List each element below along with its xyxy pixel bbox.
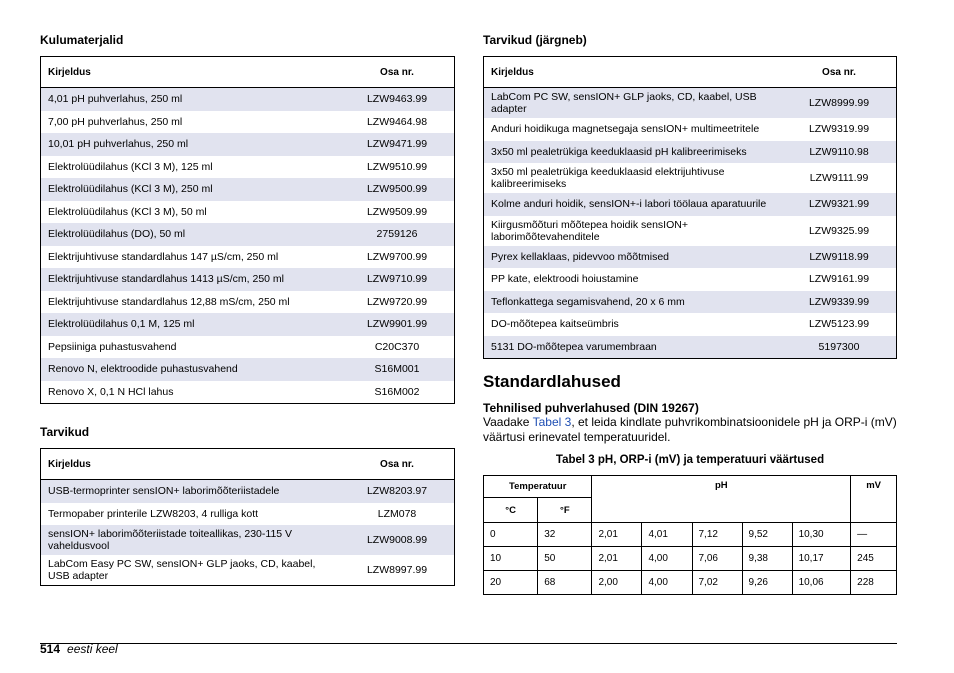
ph-cell: 2,01 bbox=[592, 547, 642, 571]
temp-c-cell: 0 bbox=[484, 523, 538, 547]
description-cell: Renovo N, elektroodide puhastusvahend bbox=[41, 358, 341, 381]
part-number-cell: LZW9510.99 bbox=[366, 160, 428, 173]
table-row bbox=[41, 480, 455, 503]
part-number-cell: LZW9110.98 bbox=[782, 141, 897, 164]
col-header-description: Kirjeldus bbox=[484, 57, 783, 88]
description-cell: 7,00 pH puhverlahus, 250 ml bbox=[48, 115, 183, 128]
table-row bbox=[41, 555, 455, 586]
ph-cell: 10,30 bbox=[792, 523, 851, 547]
table-row bbox=[484, 547, 897, 571]
description-cell: Elektrijuhtivuse standardlahus 147 µS/cm, 250 ml bbox=[48, 250, 279, 263]
table-row bbox=[484, 246, 897, 269]
part-number-cell: LZW9325.99 bbox=[808, 224, 870, 237]
mv-cell: — bbox=[851, 523, 897, 547]
paragraph-text-before: Vaadake bbox=[483, 415, 533, 429]
ph-cell: 4,01 bbox=[642, 523, 692, 547]
part-number-cell: LZW9500.99 bbox=[340, 178, 455, 201]
description-cell: Elektrolüüdilahus (KCl 3 M), 125 ml bbox=[48, 160, 213, 173]
description-cell: Elektrijuhtivuse standardlahus 1413 µS/cm, 250 ml bbox=[41, 268, 341, 291]
ph-cell: 2,01 bbox=[592, 523, 642, 547]
col-header-description: Kirjeldus bbox=[41, 57, 341, 88]
description-cell: sensION+ laborimõõteriistade toiteallikas, 230-115 V vaheldusvool bbox=[41, 525, 341, 555]
temp-f-cell: 50 bbox=[538, 547, 592, 571]
ph-cell: 9,26 bbox=[742, 571, 792, 595]
description-cell: 5131 DO-mõõtepea varumembraan bbox=[484, 336, 783, 359]
header-celsius: °C bbox=[484, 498, 538, 523]
description-cell: LabCom Easy PC SW, sensION+ GLP jaoks, CD, kaabel, USB adapter bbox=[48, 558, 316, 582]
part-number-cell: LZW5123.99 bbox=[808, 318, 870, 331]
description-cell: DO-mõõtepea kaitseümbris bbox=[491, 318, 619, 331]
accessories-cont-table bbox=[483, 56, 897, 359]
table-row bbox=[41, 503, 455, 526]
table-row bbox=[484, 141, 897, 164]
table-row bbox=[484, 216, 897, 246]
description-cell: Kolme anduri hoidik, sensION+-i labori töölaua aparatuurile bbox=[484, 193, 783, 216]
table-row bbox=[41, 133, 455, 156]
part-number-cell: C20C370 bbox=[374, 340, 420, 353]
table-row bbox=[484, 336, 897, 359]
paragraph-text-after: , et leida kindlate puhvrikombinatsioonidele pH ja ORP-i (mV) väärtusi erinevatel temperatuuridel. bbox=[483, 415, 897, 444]
footer bbox=[40, 642, 118, 656]
table-3-caption: Tabel 3 pH, ORP-i (mV) ja temperatuuri väärtused bbox=[555, 454, 825, 466]
description-cell: Renovo X, 0,1 N HCl lahus bbox=[48, 385, 174, 398]
header-temperature: Temperatuur bbox=[484, 476, 592, 498]
table-row bbox=[484, 313, 897, 336]
temp-f-cell: 32 bbox=[538, 523, 592, 547]
standards-heading: Standardlahused bbox=[483, 372, 621, 391]
ph-cell: 9,52 bbox=[742, 523, 792, 547]
table-row bbox=[41, 268, 455, 291]
part-number-cell: LZW9464.98 bbox=[366, 115, 428, 128]
left-column bbox=[40, 33, 455, 586]
table-row bbox=[484, 268, 897, 291]
description-cell: Kiirgusmõõturi mõõtepea hoidik sensION+ laborimõõtevahenditele bbox=[491, 218, 688, 243]
part-number-cell: LZW9161.99 bbox=[808, 273, 870, 286]
description-cell: Pepsiiniga puhastusvahend bbox=[48, 340, 177, 353]
part-number-cell: LZW9118.99 bbox=[782, 246, 897, 269]
consumables-title: Kulumaterjalid bbox=[40, 33, 124, 47]
ph-cell: 10,06 bbox=[792, 571, 851, 595]
table-row bbox=[41, 178, 455, 201]
footer-language: eesti keel bbox=[67, 642, 118, 656]
ph-cell: 10,17 bbox=[792, 547, 851, 571]
description-cell: Elektrolüüdilahus (KCl 3 M), 50 ml bbox=[48, 205, 207, 218]
table-row bbox=[41, 381, 455, 404]
header-fahrenheit: °F bbox=[538, 498, 592, 523]
table-row bbox=[41, 246, 455, 269]
accessories-body bbox=[41, 480, 455, 586]
part-number-cell: LZW9339.99 bbox=[782, 291, 897, 314]
part-number-cell: LZW9720.99 bbox=[366, 295, 428, 308]
table-row bbox=[41, 88, 455, 111]
description-cell: 10,01 pH puhverlahus, 250 ml bbox=[41, 133, 341, 156]
consumables-body bbox=[41, 88, 455, 404]
header-ph: pH bbox=[592, 476, 851, 523]
accessories-table bbox=[40, 448, 455, 586]
part-number-cell: LZW9463.99 bbox=[340, 88, 455, 111]
temp-f-cell: 68 bbox=[538, 571, 592, 595]
consumables-table bbox=[40, 56, 455, 404]
ph-cell: 9,38 bbox=[742, 547, 792, 571]
table-3-body bbox=[484, 523, 897, 595]
part-number-cell: LZW9111.99 bbox=[809, 172, 869, 184]
description-cell: Pyrex kellaklaas, pidevvoo mõõtmised bbox=[484, 246, 783, 269]
description-cell: Elektrolüüdilahus (KCl 3 M), 250 ml bbox=[41, 178, 341, 201]
part-number-cell: LZM078 bbox=[377, 507, 417, 520]
standards-subheading: Tehnilised puhverlahused (DIN 19267) bbox=[483, 401, 699, 415]
part-number-cell: LZW9509.99 bbox=[366, 205, 428, 218]
table-row bbox=[41, 201, 455, 224]
part-number-cell: LZW8203.97 bbox=[340, 480, 455, 503]
header-mv: mV bbox=[851, 476, 897, 523]
part-number-cell: 2759126 bbox=[340, 223, 455, 246]
part-number-cell: 5197300 bbox=[782, 336, 897, 359]
description-cell: Elektrijuhtivuse standardlahus 12,88 mS/cm, 250 ml bbox=[48, 295, 290, 308]
page-number: 514 bbox=[40, 642, 61, 656]
table-row bbox=[41, 525, 455, 555]
description-cell: Elektrolüüdilahus (DO), 50 ml bbox=[41, 223, 341, 246]
description-cell: PP kate, elektroodi hoiustamine bbox=[491, 273, 639, 286]
table-row bbox=[41, 358, 455, 381]
description-cell: 4,01 pH puhverlahus, 250 ml bbox=[41, 88, 341, 111]
description-cell: Teflonkattega segamisvahend, 20 x 6 mm bbox=[484, 291, 783, 314]
ph-cell: 7,06 bbox=[692, 547, 742, 571]
col-header-part-number: Osa nr. bbox=[340, 57, 455, 88]
part-number-cell: LZW9008.99 bbox=[340, 525, 455, 555]
ph-cell: 7,02 bbox=[692, 571, 742, 595]
table-row bbox=[484, 193, 897, 216]
part-number-cell: S16M001 bbox=[340, 358, 455, 381]
table-row bbox=[41, 291, 455, 314]
description-cell: 3x50 ml pealetrükiga keeduklaasid elektrijuhtivuse kalibreerimiseks bbox=[491, 166, 725, 190]
table-row bbox=[41, 313, 455, 336]
temp-c-cell: 10 bbox=[484, 547, 538, 571]
part-number-cell: LZW8999.99 bbox=[782, 88, 897, 119]
description-cell: 3x50 ml pealetrükiga keeduklaasid pH kalibreerimiseks bbox=[484, 141, 783, 164]
table-row bbox=[484, 571, 897, 595]
accessories-cont-title: Tarvikud (järgneb) bbox=[483, 33, 587, 47]
table-row bbox=[484, 118, 897, 141]
description-cell: Termopaber printerile LZW8203, 4 rulliga kott bbox=[48, 507, 259, 520]
part-number-cell: LZW8997.99 bbox=[366, 564, 428, 576]
part-number-cell: LZW9321.99 bbox=[782, 193, 897, 216]
part-number-cell: LZW9901.99 bbox=[340, 313, 455, 336]
description-cell: USB-termoprinter sensION+ laborimõõteriistadele bbox=[41, 480, 341, 503]
ph-cell: 4,00 bbox=[642, 547, 692, 571]
ph-cell: 4,00 bbox=[642, 571, 692, 595]
part-number-cell: LZW9710.99 bbox=[340, 268, 455, 291]
description-cell: Elektrolüüdilahus 0,1 M, 125 ml bbox=[41, 313, 341, 336]
mv-cell: 245 bbox=[851, 547, 897, 571]
table-row bbox=[41, 223, 455, 246]
ph-cell: 7,12 bbox=[692, 523, 742, 547]
table-row bbox=[484, 291, 897, 314]
accessories-title: Tarvikud bbox=[40, 425, 90, 439]
col-header-part-number: Osa nr. bbox=[782, 57, 897, 88]
part-number-cell: LZW9471.99 bbox=[340, 133, 455, 156]
table-row bbox=[41, 156, 455, 179]
mv-cell: 228 bbox=[851, 571, 897, 595]
table-3 bbox=[483, 475, 897, 595]
table-row bbox=[41, 111, 455, 134]
part-number-cell: LZW9319.99 bbox=[808, 123, 870, 136]
standards-paragraph bbox=[483, 415, 897, 445]
description-cell: LabCom PC SW, sensION+ GLP jaoks, CD, kaabel, USB adapter bbox=[484, 88, 783, 119]
right-column bbox=[483, 33, 897, 595]
part-number-cell: LZW9700.99 bbox=[366, 250, 428, 263]
part-number-cell: S16M002 bbox=[374, 385, 420, 398]
description-cell: Anduri hoidikuga magnetsegaja sensION+ multimeetritele bbox=[491, 123, 760, 136]
table-row bbox=[484, 163, 897, 193]
accessories-cont-body bbox=[484, 88, 897, 359]
table-row bbox=[41, 336, 455, 359]
table-row bbox=[484, 88, 897, 119]
table-row bbox=[484, 523, 897, 547]
col-header-description: Kirjeldus bbox=[41, 449, 341, 480]
col-header-part-number: Osa nr. bbox=[340, 449, 455, 480]
ph-cell: 2,00 bbox=[592, 571, 642, 595]
footer-rule bbox=[40, 643, 897, 644]
table-3-link[interactable]: Tabel 3 bbox=[532, 415, 572, 429]
temp-c-cell: 20 bbox=[484, 571, 538, 595]
